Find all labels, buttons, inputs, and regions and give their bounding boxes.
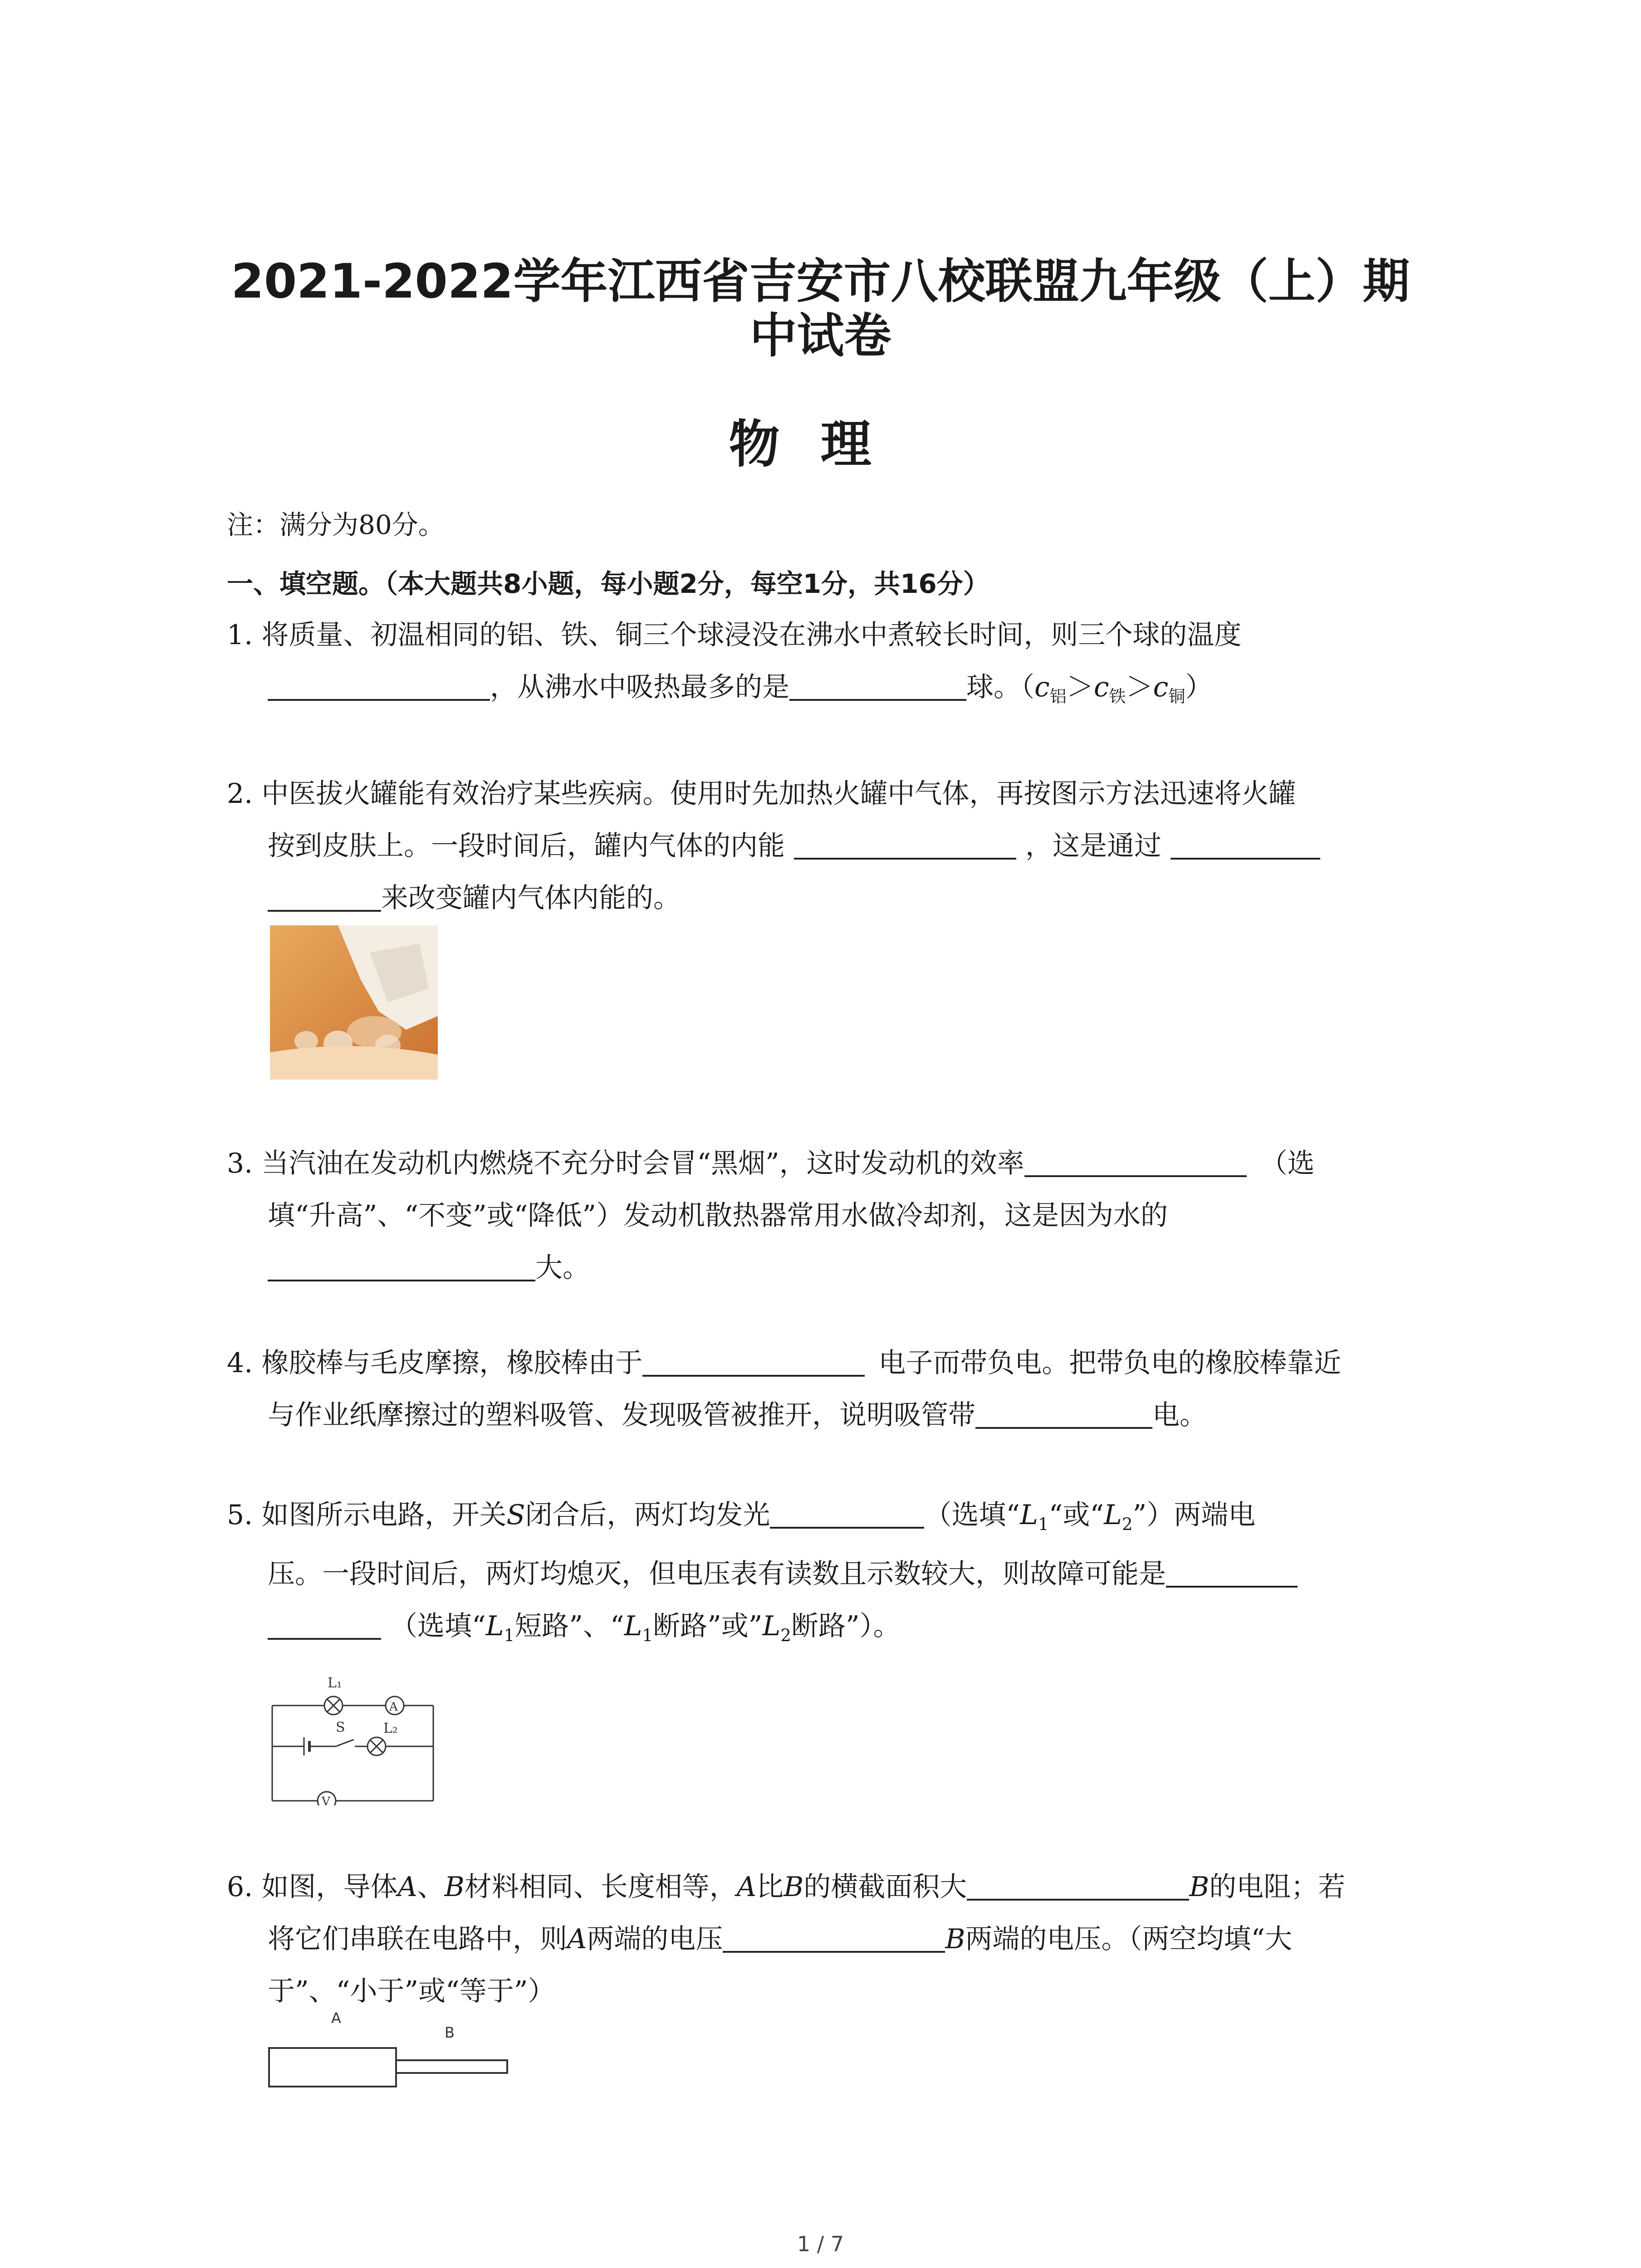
q6-line1: 6. 如图，导体A、B材料相同、长度相等，A比B的横截面积大 B的电阻；若 <box>227 1871 1346 1903</box>
title-line1: 2021-2022学年江西省吉安市八校联盟九年级（上）期 <box>231 254 1410 309</box>
section-heading: 一、填空题。（本大题共8小题，每小题2分，每空1分，共16分） <box>227 568 989 599</box>
conductor-diagram <box>265 2005 519 2096</box>
q1-line2: ，从沸水中吸热最多的是 球。$(c_铝>c_铁>c_铜)$ <box>268 669 1212 714</box>
conductor-B-label: B <box>445 2024 455 2041</box>
q6-line2: 将它们串联在电路中，则A两端的电压 B两端的电压。（两空均填“大 <box>268 1923 1293 1955</box>
subject-title: 物理 <box>729 415 912 474</box>
q4-blank1[interactable] <box>642 1347 865 1377</box>
q3-line1: 3. 当汽油在发动机内燃烧不充分时会冒“黑烟”，这时发动机的效率 （选 <box>227 1148 1315 1179</box>
cupping-photo <box>270 925 438 1080</box>
page-number: 1 / 7 <box>797 2232 844 2256</box>
q3-line2: 填“升高”、“不变”或“降低”）发动机散热器常用水做冷却剂，这是因为水的 <box>268 1200 1168 1232</box>
q1-line1: 1. 将质量、初温相同的铝、铁、铜三个球浸没在沸水中煮较长时间，则三个球的温度 <box>227 619 1242 651</box>
q2-line3: 来改变罐内气体内能的。 <box>268 880 681 916</box>
q2-blank1[interactable] <box>794 830 1016 860</box>
q4-line1: 4. 橡胶棒与毛皮摩擦，橡胶棒由于 电子而带负电。把带负电的橡胶棒靠近 <box>227 1347 1342 1379</box>
lamp-L1-label: L₁ <box>328 1675 342 1691</box>
conductor-A-label: A <box>331 2009 341 2027</box>
q3-line3: 大。 <box>268 1250 590 1286</box>
q3-blank2[interactable] <box>268 1251 535 1281</box>
q2-line1: 2. 中医拔火罐能有效治疗某些疾病。使用时先加热火罐中气体，再按图示方法迅速将火罐 <box>227 778 1296 810</box>
q4-line2: 与作业纸摩擦过的塑料吸管、发现吸管被推开，说明吸管带 电。 <box>268 1399 1207 1431</box>
q5-blank1[interactable] <box>770 1499 924 1529</box>
q5-blank2-cont[interactable] <box>268 1610 381 1640</box>
q1-blank1[interactable] <box>268 671 490 701</box>
score-note: 注：满分为80分。 <box>227 509 445 540</box>
voltmeter-label: V <box>322 1795 330 1805</box>
q4-blank2[interactable] <box>975 1399 1152 1429</box>
q5-blank2[interactable] <box>1166 1558 1298 1588</box>
q5-line2: 压。一段时间后，两灯均熄灭，但电压表有读数且示数较大，则故障可能是 <box>268 1556 1298 1592</box>
q6-blank1[interactable] <box>967 1871 1189 1901</box>
lamp-L2-label: L₂ <box>383 1721 398 1736</box>
q2-blank2[interactable] <box>1171 830 1320 860</box>
switch-label: S <box>336 1720 345 1735</box>
title-line2: 中试卷 <box>749 308 892 363</box>
q6-line3: 于”、“小于”或“等于”） <box>268 1975 555 2007</box>
q2-blank2-cont[interactable] <box>268 882 381 912</box>
q6-blank2[interactable] <box>723 1923 945 1953</box>
q3-blank1[interactable] <box>1024 1147 1247 1177</box>
circuit-diagram <box>268 1669 440 1805</box>
q5-line1: 5. 如图所示电路，开关S闭合后，两灯均发光 （选填“$L_1“$或“$L_2$”）两端电 <box>227 1499 1256 1534</box>
q5-line3: （选填“$L_1$短路”、“$L_1$断路”或$”L_2$断路”）。 <box>268 1608 901 1653</box>
q1-blank2[interactable] <box>789 671 966 701</box>
ammeter-label: A <box>389 1700 398 1714</box>
q2-line2: 按到皮肤上。一段时间后，罐内气体的内能 ，这是通过 <box>268 828 1320 864</box>
